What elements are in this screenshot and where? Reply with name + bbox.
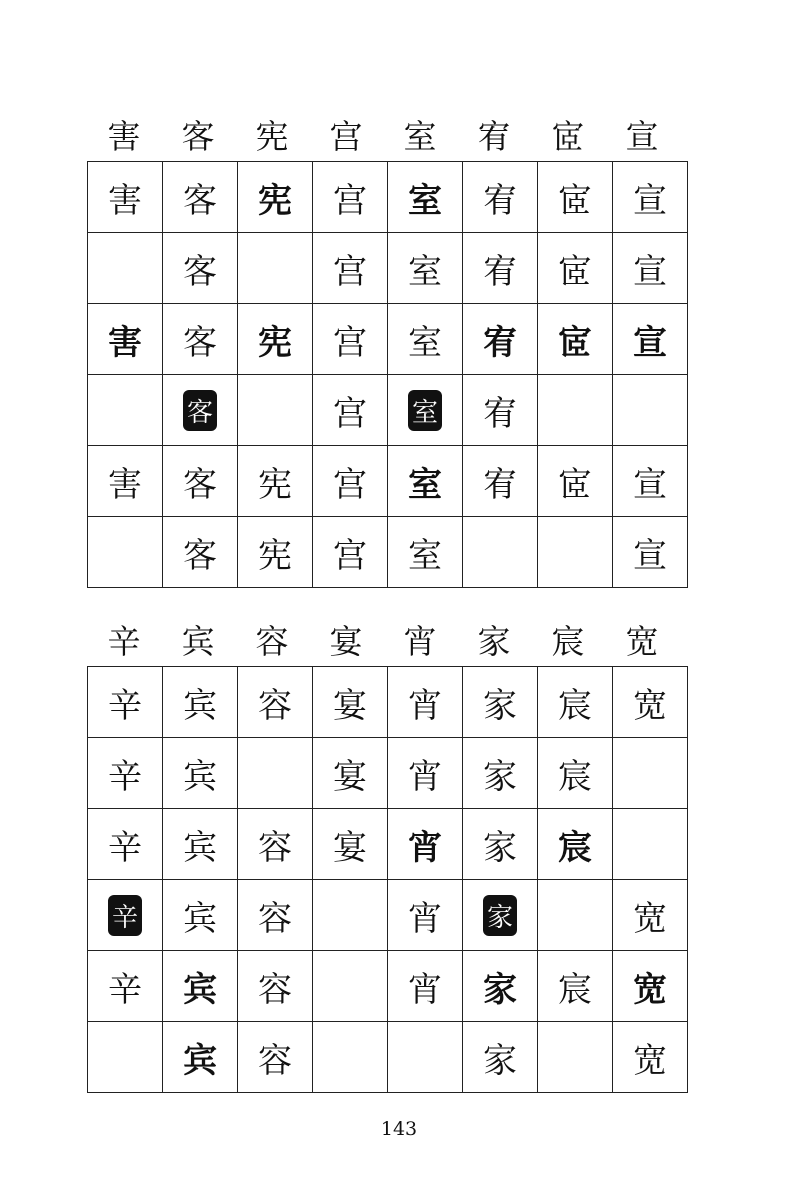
glyph-cell: 宪 xyxy=(238,304,313,375)
glyph-cell: 辛 xyxy=(88,951,163,1022)
table-row xyxy=(88,233,688,304)
glyph-cell: 客 xyxy=(163,304,238,375)
header-char: 宫 xyxy=(329,117,363,156)
glyph-cell: 宴 xyxy=(313,738,388,809)
table-row xyxy=(88,517,688,588)
glyph-cell: 宵 xyxy=(388,951,463,1022)
seal-glyph: 客 xyxy=(183,390,217,431)
glyph-cell: 宧 xyxy=(538,304,613,375)
header-char: 宪 xyxy=(255,117,289,156)
glyph-cell: 客 xyxy=(163,446,238,517)
glyph-cell xyxy=(538,1022,613,1093)
glyph-cell xyxy=(238,375,313,446)
glyph-cell xyxy=(88,517,163,588)
glyph-cell xyxy=(88,375,163,446)
glyph-cell: 宣 xyxy=(613,233,688,304)
glyph-cell: 宸 xyxy=(538,951,613,1022)
glyph-cell: 宾 xyxy=(163,809,238,880)
glyph-cell: 辛 xyxy=(88,667,163,738)
glyph-cell: 容 xyxy=(238,1022,313,1093)
glyph-cell: 宽 xyxy=(613,880,688,951)
glyph-cell: 宵 xyxy=(388,809,463,880)
glyph-cell: 宣 xyxy=(613,517,688,588)
glyph-table-1 xyxy=(87,161,688,588)
header-char: 客 xyxy=(181,117,215,156)
glyph-cell: 家 xyxy=(463,809,538,880)
table-row xyxy=(88,1022,688,1093)
header-char: 宧 xyxy=(551,117,585,156)
glyph-cell: 宴 xyxy=(313,667,388,738)
header-char: 宽 xyxy=(625,622,659,661)
glyph-cell xyxy=(238,233,313,304)
glyph-cell: 宵 xyxy=(388,667,463,738)
glyph-cell: 家 xyxy=(463,667,538,738)
table-row xyxy=(88,446,688,517)
seal-glyph: 家 xyxy=(483,895,517,936)
glyph-cell: 宪 xyxy=(238,517,313,588)
seal-glyph: 室 xyxy=(408,390,442,431)
header-row-2 xyxy=(87,618,679,666)
glyph-cell xyxy=(88,880,163,951)
header-char: 宣 xyxy=(625,117,659,156)
glyph-cell: 害 xyxy=(88,162,163,233)
glyph-cell: 宫 xyxy=(313,375,388,446)
table-row xyxy=(88,667,688,738)
glyph-cell xyxy=(463,517,538,588)
glyph-cell: 宫 xyxy=(313,233,388,304)
glyph-cell: 家 xyxy=(463,1022,538,1093)
glyph-cell xyxy=(538,880,613,951)
glyph-cell: 宥 xyxy=(463,233,538,304)
glyph-cell: 宾 xyxy=(163,738,238,809)
glyph-cell: 宥 xyxy=(463,446,538,517)
header-char: 宾 xyxy=(181,622,215,661)
glyph-cell: 容 xyxy=(238,667,313,738)
page-number: 143 xyxy=(380,1118,418,1140)
table-row xyxy=(88,375,688,446)
glyph-cell: 辛 xyxy=(88,738,163,809)
glyph-cell xyxy=(163,375,238,446)
glyph-cell: 宾 xyxy=(163,667,238,738)
glyph-cell: 宵 xyxy=(388,880,463,951)
glyph-cell: 宸 xyxy=(538,809,613,880)
glyph-cell: 宽 xyxy=(613,1022,688,1093)
glyph-cell: 客 xyxy=(163,233,238,304)
glyph-cell xyxy=(88,1022,163,1093)
header-char: 宥 xyxy=(477,117,511,156)
glyph-cell: 家 xyxy=(463,951,538,1022)
glyph-cell xyxy=(313,951,388,1022)
glyph-cell: 宥 xyxy=(463,162,538,233)
glyph-cell: 害 xyxy=(88,304,163,375)
glyph-cell: 宾 xyxy=(163,951,238,1022)
glyph-cell: 宾 xyxy=(163,1022,238,1093)
glyph-cell xyxy=(613,738,688,809)
glyph-cell xyxy=(313,880,388,951)
glyph-cell xyxy=(463,880,538,951)
glyph-cell: 宫 xyxy=(313,304,388,375)
glyph-cell: 宥 xyxy=(463,375,538,446)
header-char: 宸 xyxy=(551,622,585,661)
glyph-cell: 宧 xyxy=(538,162,613,233)
glyph-cell: 客 xyxy=(163,162,238,233)
glyph-cell: 宫 xyxy=(313,517,388,588)
header-row-1 xyxy=(87,113,679,161)
glyph-cell: 宵 xyxy=(388,738,463,809)
glyph-cell: 宣 xyxy=(613,304,688,375)
header-char: 宴 xyxy=(329,622,363,661)
glyph-cell xyxy=(538,375,613,446)
glyph-cell xyxy=(238,738,313,809)
glyph-cell: 家 xyxy=(463,738,538,809)
glyph-cell xyxy=(313,1022,388,1093)
glyph-cell: 害 xyxy=(88,446,163,517)
glyph-cell: 宫 xyxy=(313,446,388,517)
table-row xyxy=(88,809,688,880)
glyph-cell: 宴 xyxy=(313,809,388,880)
glyph-cell: 辛 xyxy=(88,809,163,880)
glyph-cell: 宾 xyxy=(163,880,238,951)
table-row xyxy=(88,738,688,809)
glyph-cell xyxy=(613,375,688,446)
glyph-cell: 宫 xyxy=(313,162,388,233)
glyph-table-2 xyxy=(87,666,688,1093)
header-char: 容 xyxy=(255,622,289,661)
glyph-cell xyxy=(88,233,163,304)
header-char: 宵 xyxy=(403,622,437,661)
section-1 xyxy=(87,113,679,588)
glyph-cell: 室 xyxy=(388,446,463,517)
glyph-cell xyxy=(538,517,613,588)
glyph-cell: 宣 xyxy=(613,162,688,233)
table-row xyxy=(88,162,688,233)
glyph-cell: 容 xyxy=(238,951,313,1022)
table-row xyxy=(88,880,688,951)
glyph-cell: 宸 xyxy=(538,738,613,809)
glyph-cell: 宽 xyxy=(613,667,688,738)
header-char: 家 xyxy=(477,622,511,661)
header-char: 辛 xyxy=(107,622,141,661)
glyph-cell: 室 xyxy=(388,233,463,304)
section-2 xyxy=(87,618,679,1093)
glyph-cell: 宧 xyxy=(538,446,613,517)
glyph-cell: 宽 xyxy=(613,951,688,1022)
glyph-cell: 宪 xyxy=(238,446,313,517)
table-row xyxy=(88,304,688,375)
glyph-cell: 宪 xyxy=(238,162,313,233)
glyph-cell: 宧 xyxy=(538,233,613,304)
glyph-cell xyxy=(388,1022,463,1093)
glyph-cell: 室 xyxy=(388,517,463,588)
glyph-cell: 室 xyxy=(388,162,463,233)
glyph-cell: 容 xyxy=(238,809,313,880)
glyph-cell: 宸 xyxy=(538,667,613,738)
glyph-cell xyxy=(388,375,463,446)
glyph-cell: 宥 xyxy=(463,304,538,375)
glyph-cell xyxy=(613,809,688,880)
glyph-cell: 室 xyxy=(388,304,463,375)
header-char: 室 xyxy=(403,117,437,156)
table-row xyxy=(88,951,688,1022)
glyph-cell: 容 xyxy=(238,880,313,951)
seal-glyph: 辛 xyxy=(108,895,142,936)
glyph-cell: 客 xyxy=(163,517,238,588)
header-char: 害 xyxy=(107,117,141,156)
glyph-cell: 宣 xyxy=(613,446,688,517)
